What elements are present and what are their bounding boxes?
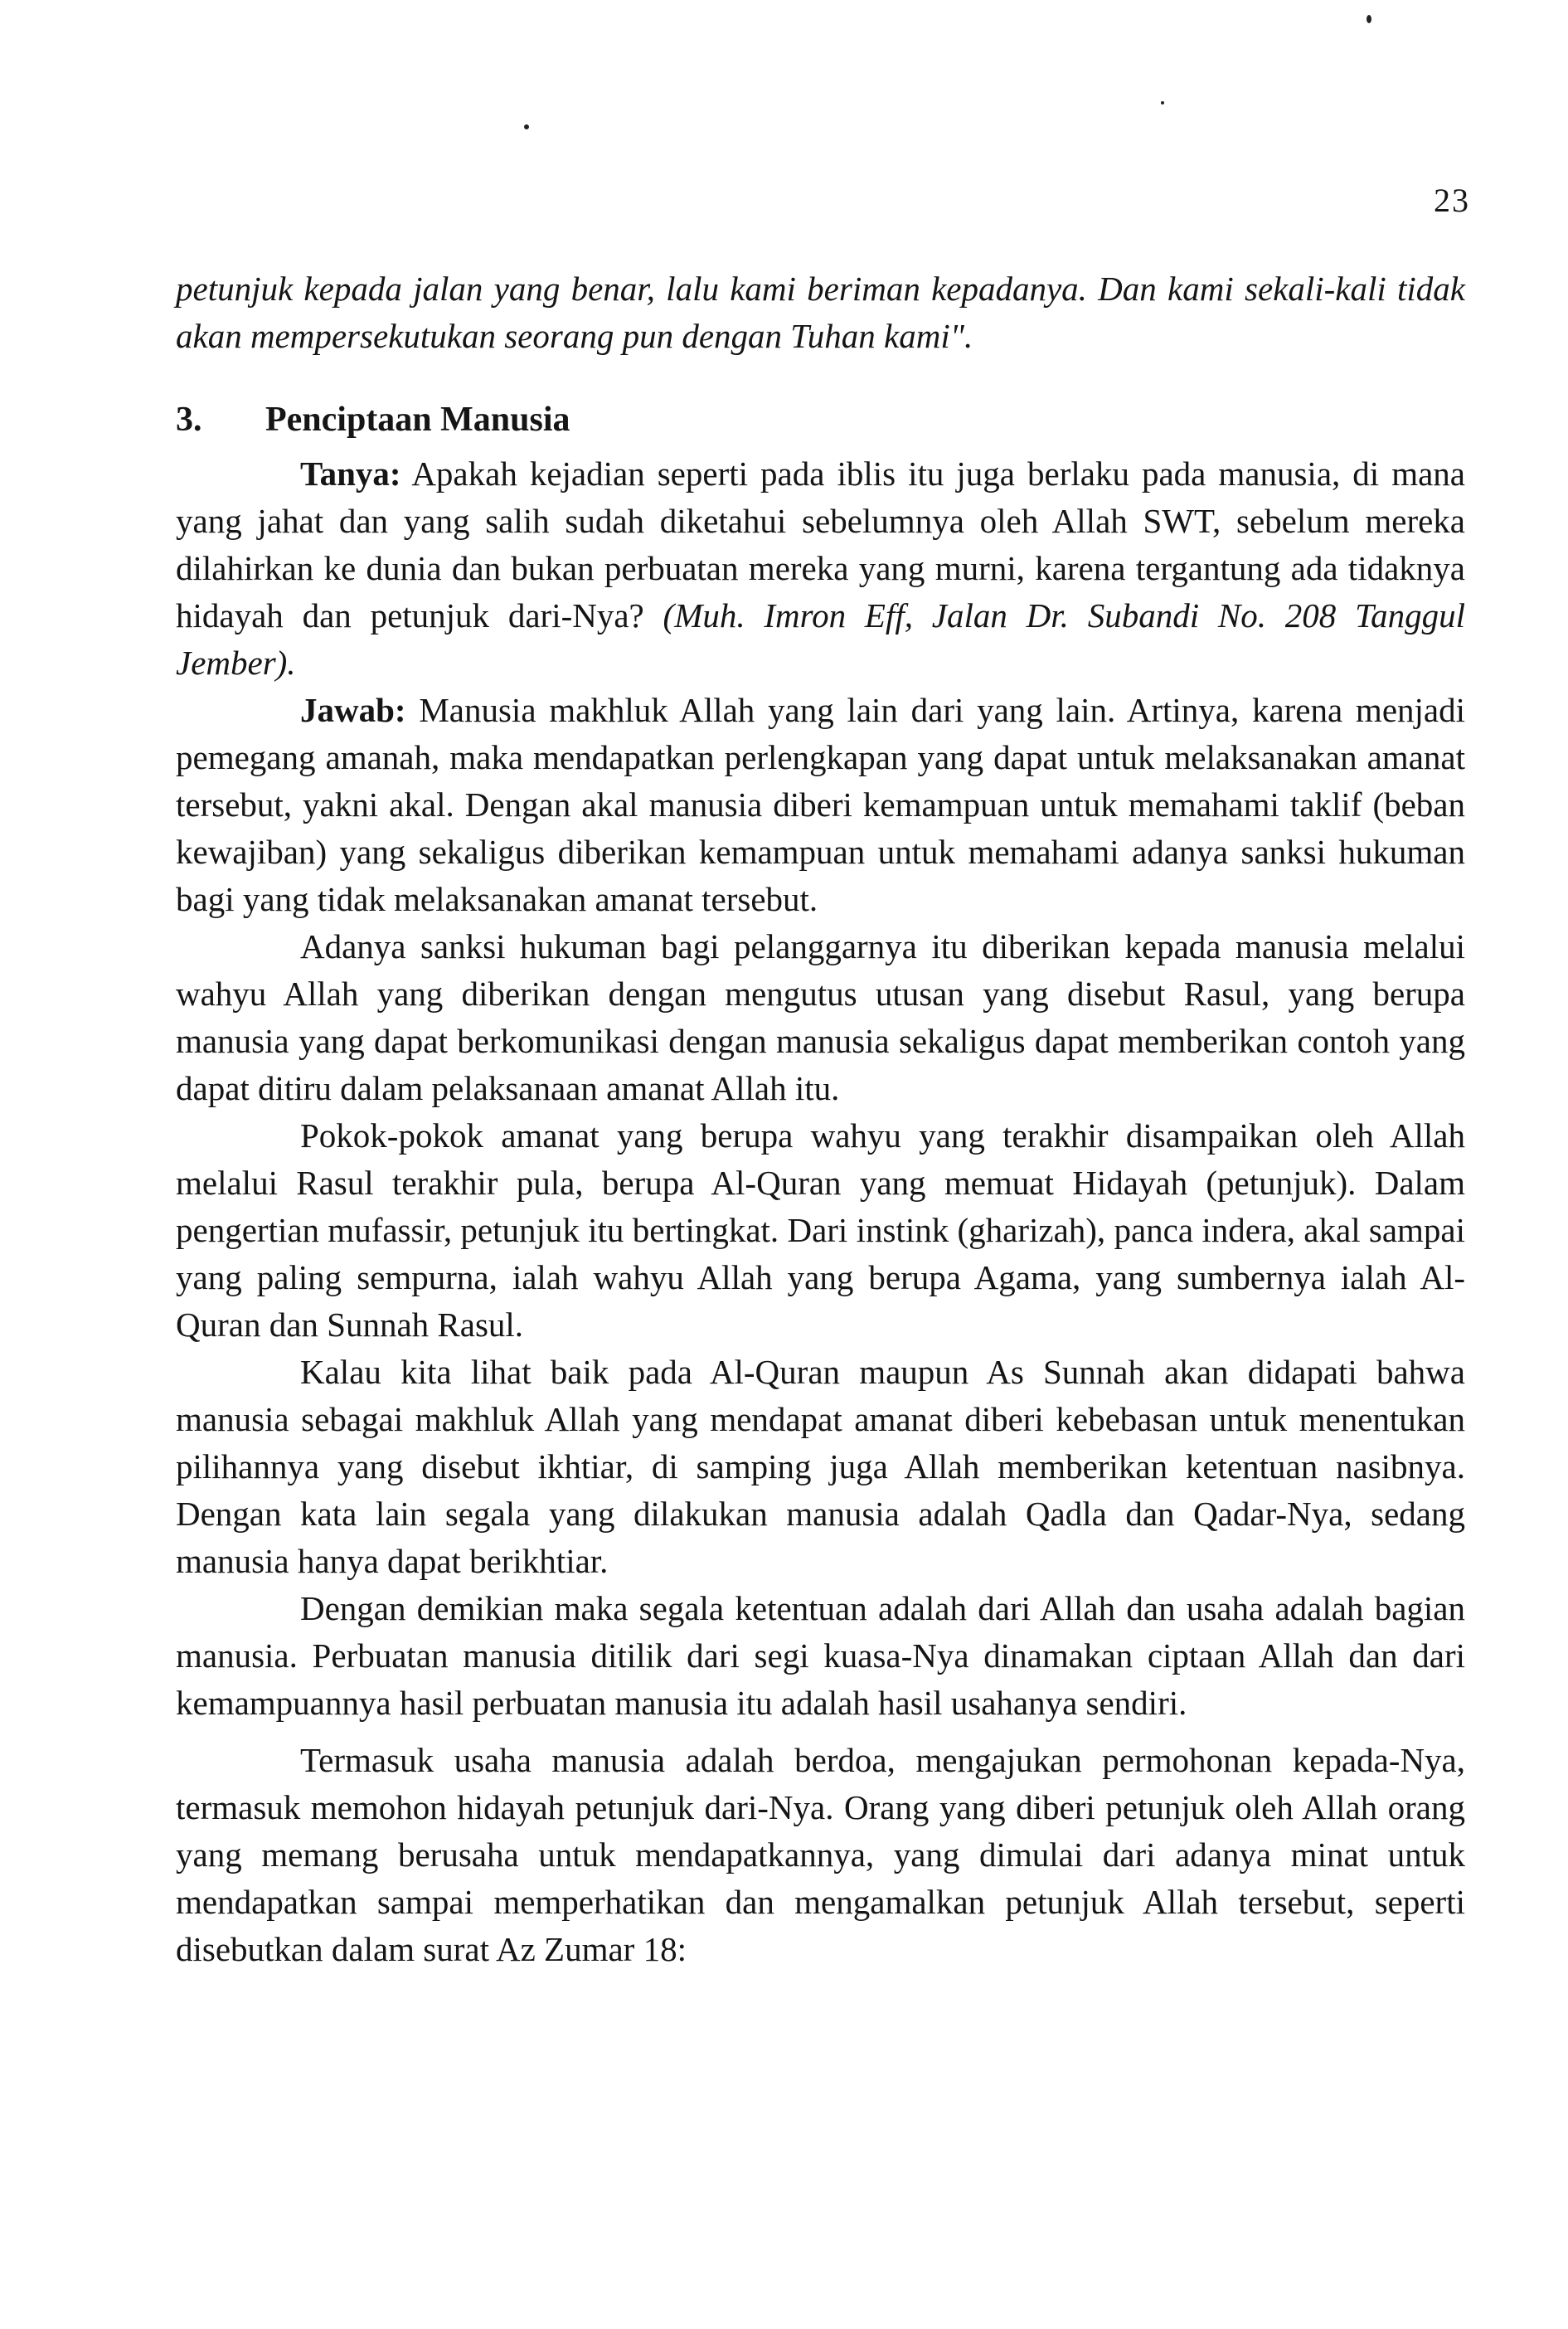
page-body xyxy=(176,265,1465,1973)
page-number: 23 xyxy=(1434,182,1470,219)
scan-speck xyxy=(524,124,529,129)
question-label: Tanya: xyxy=(300,455,401,493)
body-paragraph: Termasuk usaha manusia adalah berdoa, mengajukan permohonan kepada-Nya, termasuk memohon hidayah petunjuk dari-Nya. Orang yang diberi petunjuk oleh Allah orang yang memang berusaha untuk mendapatkannya, yang dimulai dari adanya minat untuk mendapatkan sampai memperhatikan dan mengamalkan petunjuk Allah tersebut, seperti disebutkan dalam surat Az Zumar 18: xyxy=(176,1741,1465,1968)
body-paragraph: Pokok-pokok amanat yang berupa wahyu yang terakhir disampaikan oleh Allah melalui Rasul terakhir pula, berupa Al-Quran yang memuat Hidayah (petunjuk). Dalam pengertian mufassir, petunjuk itu bertingkat. Dari instink (gharizah), panca indera, akal sampai yang paling sempurna, ialah wahyu Allah yang berupa Agama, yang sumbernya ialah Al-Quran dan Sunnah Rasul. xyxy=(176,1116,1465,1344)
question-text: Apakah kejadian seperti pada iblis itu juga berlaku pada manusia, di mana yang jahat dan yang salih sudah diketahui sebelumnya oleh Allah SWT, sebelum mereka dilahirkan ke dunia dan bukan perbuatan mereka yang murni, karena tergantung ada tidaknya hidayah dan petunjuk dari-Nya? xyxy=(176,455,1465,635)
scan-speck xyxy=(1367,15,1371,23)
body-paragraph: Adanya sanksi hukuman bagi pelanggarnya itu diberikan kepada manusia melalui wahyu Allah yang diberikan dengan mengutus utusan yang disebut Rasul, yang berupa manusia yang dapat berkomunikasi dengan manusia sekaligus dapat memberikan contoh yang dapat ditiru dalam pelaksanaan amanat Allah itu. xyxy=(176,927,1465,1107)
body-paragraph: Kalau kita lihat baik pada Al-Quran maupun As Sunnah akan didapati bahwa manusia sebagai makhluk Allah yang mendapat amanat diberi kebebasan untuk menentukan pilihannya yang disebut ikhtiar, di samping juga Allah memberikan ketentuan nasibnya. Dengan kata lain segala yang dilakukan manusia adalah Qadla dan Qadar-Nya, sedang manusia hanya dapat berikhtiar. xyxy=(176,1353,1465,1580)
section-title: Penciptaan Manusia xyxy=(265,401,570,439)
answer-text: Manusia makhluk Allah yang lain dari yang lain. Artinya, karena menjadi pemegang amanah, maka mendapatkan perlengkapan yang dapat untuk melaksanakan amanat tersebut, yakni akal. Dengan akal manusia diberi kemampuan untuk memahami taklif (beban kewajiban) yang sekaligus diberikan kemampuan untuk memahami adanya sanksi hukuman bagi yang tidak melaksanakan amanat tersebut. xyxy=(176,691,1465,918)
answer-paragraph xyxy=(176,687,1465,923)
section-number: 3. xyxy=(176,401,202,439)
body-paragraph: Dengan demikian maka segala ketentuan adalah dari Allah dan usaha adalah bagian manusia. Perbuatan manusia ditilik dari segi kuasa-Nya dinamakan ciptaan Allah dan dari kemampuannya hasil perbuatan manusia itu adalah hasil usahanya sendiri. xyxy=(176,1589,1465,1722)
question-credit: (Muh. Imron Eff, Jalan Dr. Subandi No. 208 Tanggul Jember). xyxy=(176,596,1465,682)
question-paragraph xyxy=(176,450,1465,687)
answer-label: Jawab: xyxy=(300,691,406,729)
section-heading xyxy=(176,396,1465,444)
quote-continuation: petunjuk kepada jalan yang benar, lalu kami beriman kepadanya. Dan kami sekali-kali tidak akan mempersekutukan seorang pun dengan Tuhan kami". xyxy=(176,270,1465,355)
scan-speck xyxy=(1161,101,1164,105)
